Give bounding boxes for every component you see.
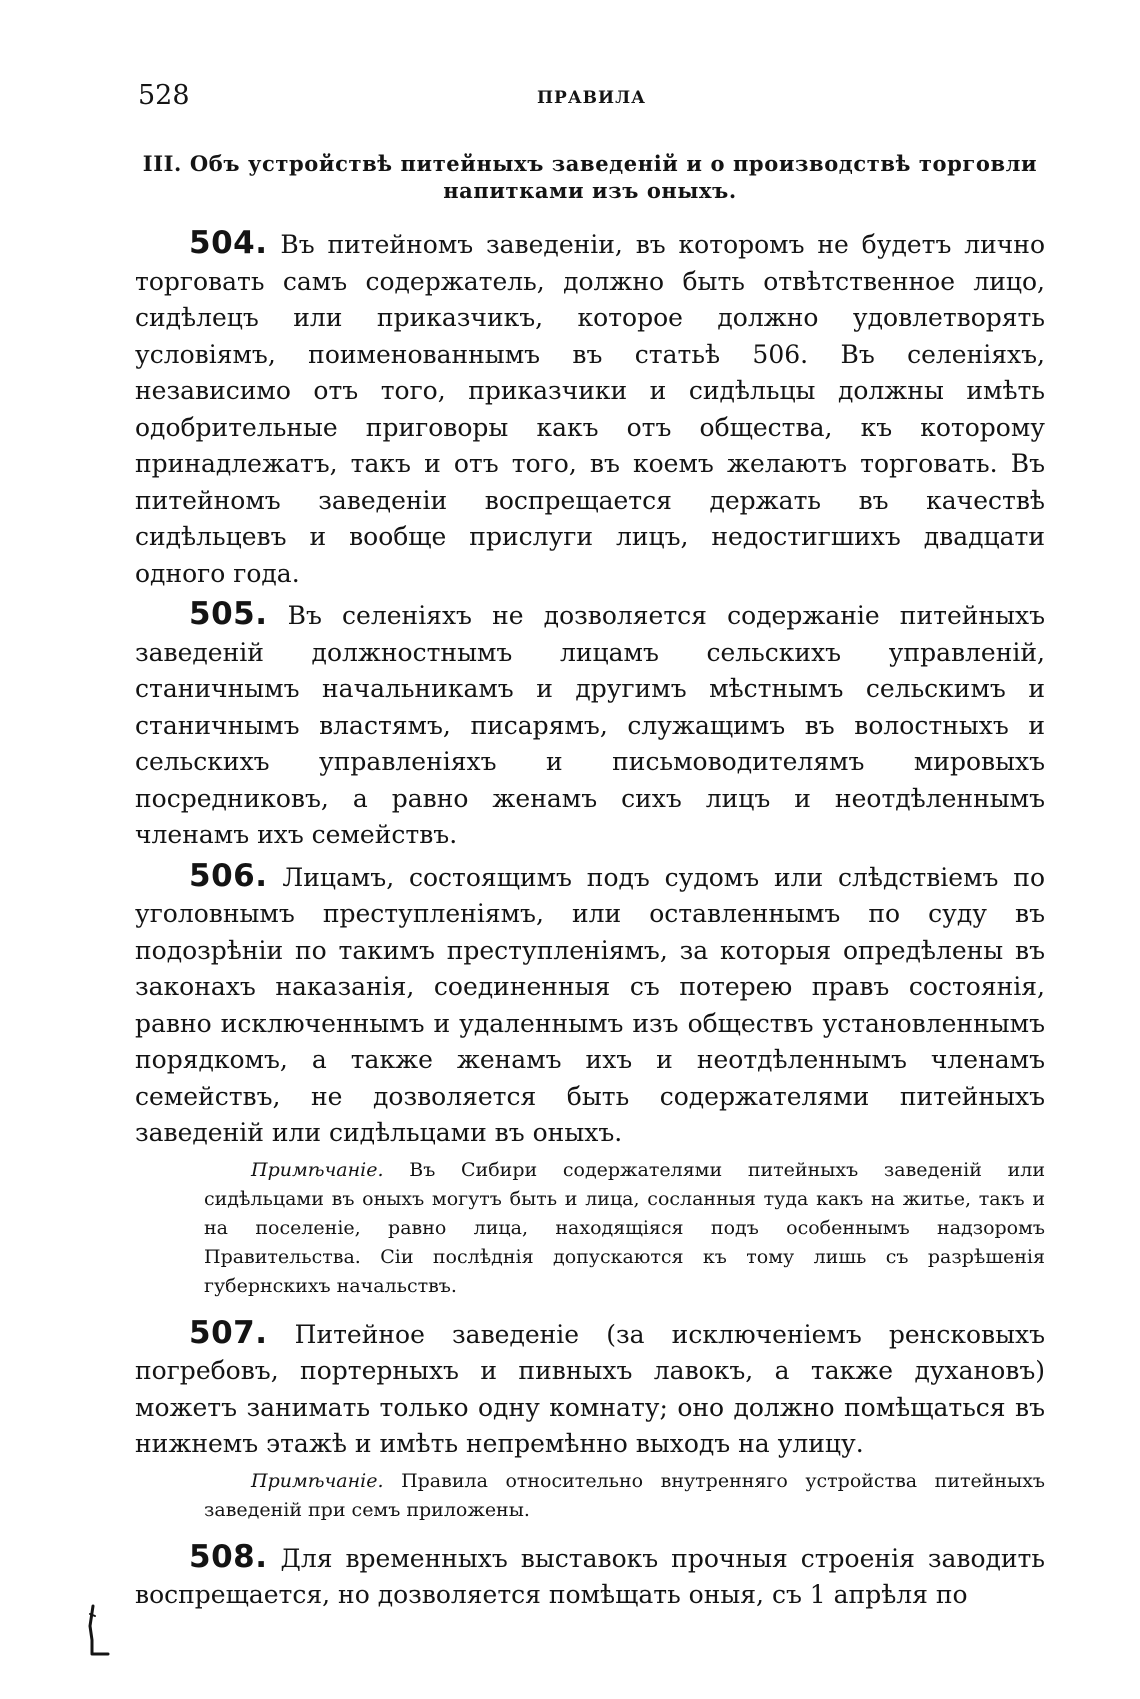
page-number: 528 — [138, 80, 190, 111]
article-text: Лицамъ, состоящимъ подъ судомъ или слѣдствіемъ по уголовнымъ преступленіямъ, или оставленнымъ по суду въ подозрѣніи по такимъ преступленіямъ, за которыя опредѣлены въ законахъ наказанія, соединенныя съ потерею правъ состоянія, равно исключеннымъ и удаленнымъ изъ обществъ установленнымъ порядкомъ, а также женамъ ихъ и неотдѣленнымъ членамъ семействъ, не дозволяется быть содержателями питейныхъ заведеній или сидѣльцами въ оныхъ. — [135, 862, 1045, 1147]
article-506 — [135, 858, 1045, 1152]
margin-pencil-mark — [86, 1600, 112, 1660]
article-number: 506. — [189, 857, 268, 894]
article-number: 504. — [189, 225, 268, 261]
note-text: Въ Сибири содержателями питейныхъ заведеній или сидѣльцами въ оныхъ могутъ быть и лица, сосланныя туда какъ на житье, такъ и на поселеніе, равно лица, находящіяся подъ особеннымъ надзоромъ Правительства. Сіи послѣднія допускаются къ тому лишь съ разрѣшенія губернскихъ начальствъ. — [204, 1158, 1045, 1297]
note-506 — [204, 1156, 1045, 1301]
article-text: Питейное заведеніе (за исключеніемъ ренсковыхъ погребовъ, портерныхъ и пивныхъ лавокъ, а также духановъ) можетъ занимать только одну комнату; оно должно помѣщаться въ нижнемъ этажѣ и имѣть непремѣнно выходъ на улицу. — [135, 1319, 1045, 1458]
article-504 — [135, 225, 1045, 592]
article-text: Для временныхъ выставокъ прочныя строенія заводить воспрещается, но дозволяется помѣщать оныя, съ 1 апрѣля по — [135, 1543, 1045, 1609]
article-number: 508. — [189, 1538, 268, 1575]
running-header — [138, 80, 1045, 120]
note-text: Правила относительно внутренняго устройства питейныхъ заведеній при семъ приложены. — [204, 1469, 1045, 1521]
note-label: Примѣчаніе. — [251, 1469, 384, 1492]
article-text: Въ селеніяхъ не дозволяется содержаніе питейныхъ заведеній должностнымъ лицамъ сельскихъ управленій, станичнымъ начальникамъ и другимъ мѣстнымъ сельскимъ и станичнымъ властямъ, писарямъ, служащимъ въ волостныхъ и сельскихъ управленіяхъ и письмоводителямъ мировыхъ посредниковъ, а равно женамъ сихъ лицъ и неотдѣленнымъ членамъ ихъ семействъ. — [135, 601, 1045, 849]
note-label: Примѣчаніе. — [251, 1158, 384, 1181]
page-body — [135, 225, 1045, 1618]
article-text: Въ питейномъ заведеніи, въ которомъ не будетъ лично торговать самъ содержатель, должно быть отвѣтственное лицо, сидѣлецъ или приказчикъ, которое должно удовлетворять условіямъ, поименованнымъ въ статьѣ 506. Въ селеніяхъ, независимо отъ того, приказчики и сидѣльцы должны имѣть одобрительные приговоры какъ отъ общества, къ которому принадлежатъ, такъ и отъ того, въ коемъ желаютъ торговать. Въ питейномъ заведеніи воспрещается держать въ качествѣ сидѣльцевъ и вообще прислуги лицъ, недостигшихъ двадцати одного года. — [135, 230, 1045, 588]
article-507 — [135, 1315, 1045, 1463]
article-508 — [135, 1539, 1045, 1614]
article-number: 505. — [189, 596, 268, 632]
article-505 — [135, 596, 1045, 854]
note-507 — [204, 1467, 1045, 1525]
article-number: 507. — [189, 1314, 268, 1351]
running-title: ПРАВИЛА — [537, 88, 646, 108]
section-heading: III. Объ устройствѣ питейныхъ заведеній и о производствѣ торговли напитками изъ оныхъ. — [142, 151, 1038, 203]
